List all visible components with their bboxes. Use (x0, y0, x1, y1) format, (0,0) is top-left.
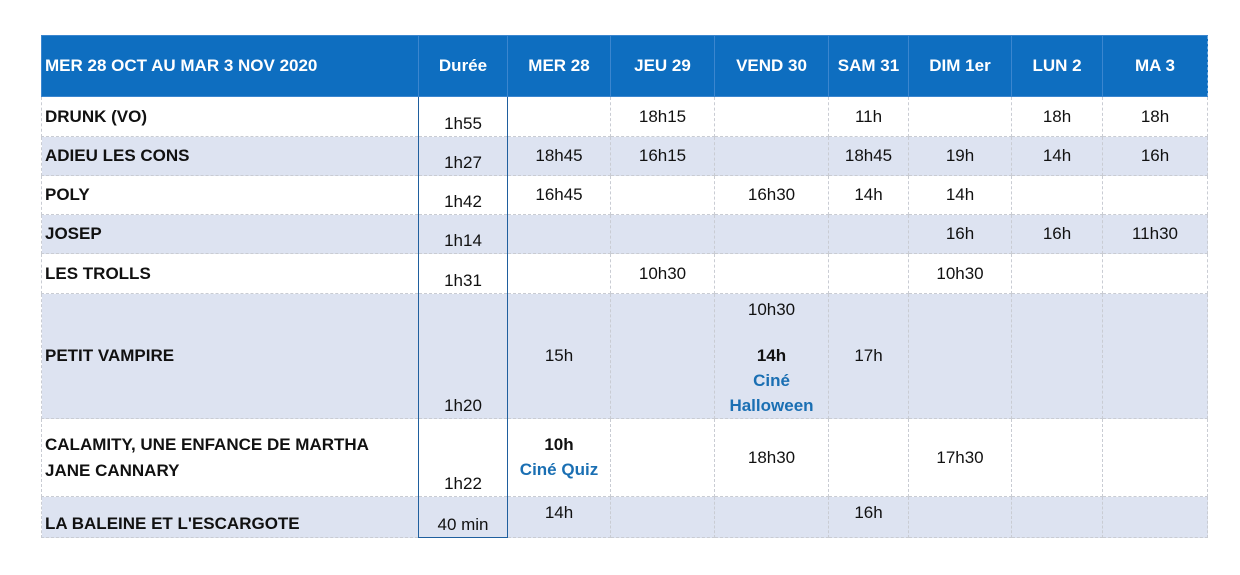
showtime: 14h (909, 176, 1012, 215)
showtime: 10h30 (909, 254, 1012, 294)
film-row (42, 137, 1208, 176)
showtime (1103, 294, 1208, 419)
film-duration: 1h42 (419, 176, 508, 215)
film-title-line: CALAMITY, UNE ENFANCE DE MARTHA (45, 434, 369, 454)
showtime (508, 215, 611, 254)
showtime (1103, 497, 1208, 538)
showtime: 18h30 (715, 419, 829, 497)
film-row (42, 294, 1208, 419)
showtime (611, 294, 715, 419)
film-title: POLY (42, 176, 419, 215)
film-duration: 40 min (419, 497, 508, 538)
header-row (42, 36, 1208, 97)
film-duration: 1h27 (419, 137, 508, 176)
showtime (715, 254, 829, 294)
showtime (1012, 419, 1103, 497)
showtime: 16h (1012, 215, 1103, 254)
showtime: 14h (1012, 137, 1103, 176)
showtime (909, 294, 1012, 419)
showtime: 15h (508, 294, 611, 419)
showtime: 18h15 (611, 97, 715, 137)
event-label: Ciné Quiz (519, 460, 599, 479)
showtime (1103, 176, 1208, 215)
showtime (1103, 254, 1208, 294)
showtime: 10h30 (747, 300, 796, 319)
showtime: 18h45 (829, 137, 909, 176)
showtime (715, 137, 829, 176)
showtime: 11h (829, 97, 909, 137)
event-label: Halloween (729, 396, 814, 415)
header-day: DIM 1er (909, 36, 1012, 97)
showtime (508, 97, 611, 137)
showtime (1103, 419, 1208, 497)
showtime: 16h (909, 215, 1012, 254)
film-row (42, 97, 1208, 137)
header-day: LUN 2 (1012, 36, 1103, 97)
showtime (829, 254, 909, 294)
showtime (611, 497, 715, 538)
header-duration: Durée (419, 36, 508, 97)
showtime (611, 419, 715, 497)
header-day: MER 28 (508, 36, 611, 97)
film-duration: 1h22 (419, 419, 508, 497)
showtime: 16h (829, 497, 909, 538)
showtime (1012, 294, 1103, 419)
showtime (508, 254, 611, 294)
film-title: DRUNK (VO) (42, 97, 419, 137)
special-showtime-cell (508, 419, 611, 497)
film-title: PETIT VAMPIRE (42, 294, 419, 419)
showtime (1012, 254, 1103, 294)
film-row (42, 176, 1208, 215)
showtime: 18h (1012, 97, 1103, 137)
header-day: JEU 29 (611, 36, 715, 97)
showtime: 18h45 (508, 137, 611, 176)
showtime (829, 215, 909, 254)
showtime: 16h30 (715, 176, 829, 215)
film-title: LA BALEINE ET L'ESCARGOTE (42, 497, 419, 538)
film-title: JOSEP (42, 215, 419, 254)
event-showtime: 10h (544, 435, 574, 454)
film-row (42, 254, 1208, 294)
showtime: 16h (1103, 137, 1208, 176)
film-duration: 1h20 (419, 294, 508, 419)
film-duration: 1h55 (419, 97, 508, 137)
showtime (611, 215, 715, 254)
film-duration: 1h31 (419, 254, 508, 294)
showtime: 11h30 (1103, 215, 1208, 254)
showtime: 19h (909, 137, 1012, 176)
showtime (715, 97, 829, 137)
showtime: 18h (1103, 97, 1208, 137)
header-day: MA 3 (1103, 36, 1208, 97)
showtime: 14h (829, 176, 909, 215)
event-label: Ciné (753, 371, 790, 390)
showtime (1012, 176, 1103, 215)
showtime (829, 419, 909, 497)
schedule-table (41, 35, 1208, 538)
showtime: 16h15 (611, 137, 715, 176)
showtime: 17h30 (909, 419, 1012, 497)
showtime: 10h30 (611, 254, 715, 294)
film-duration: 1h14 (419, 215, 508, 254)
event-showtime: 14h (756, 346, 787, 365)
header-title: MER 28 OCT AU MAR 3 NOV 2020 (42, 36, 419, 97)
film-title: ADIEU LES CONS (42, 137, 419, 176)
showtime: 16h45 (508, 176, 611, 215)
header-day: VEND 30 (715, 36, 829, 97)
showtime (611, 176, 715, 215)
showtime (715, 497, 829, 538)
film-row (42, 497, 1208, 538)
showtime: 14h (508, 497, 611, 538)
showtime (909, 497, 1012, 538)
film-row (42, 215, 1208, 254)
film-title-line: JANE CANNARY (45, 460, 180, 480)
showtime (1012, 497, 1103, 538)
header-day: SAM 31 (829, 36, 909, 97)
film-row (42, 419, 1208, 497)
film-title (42, 419, 419, 497)
showtime: 17h (829, 294, 909, 419)
film-title: LES TROLLS (42, 254, 419, 294)
showtime (909, 97, 1012, 137)
showtime (715, 215, 829, 254)
special-showtime-cell (715, 294, 829, 419)
